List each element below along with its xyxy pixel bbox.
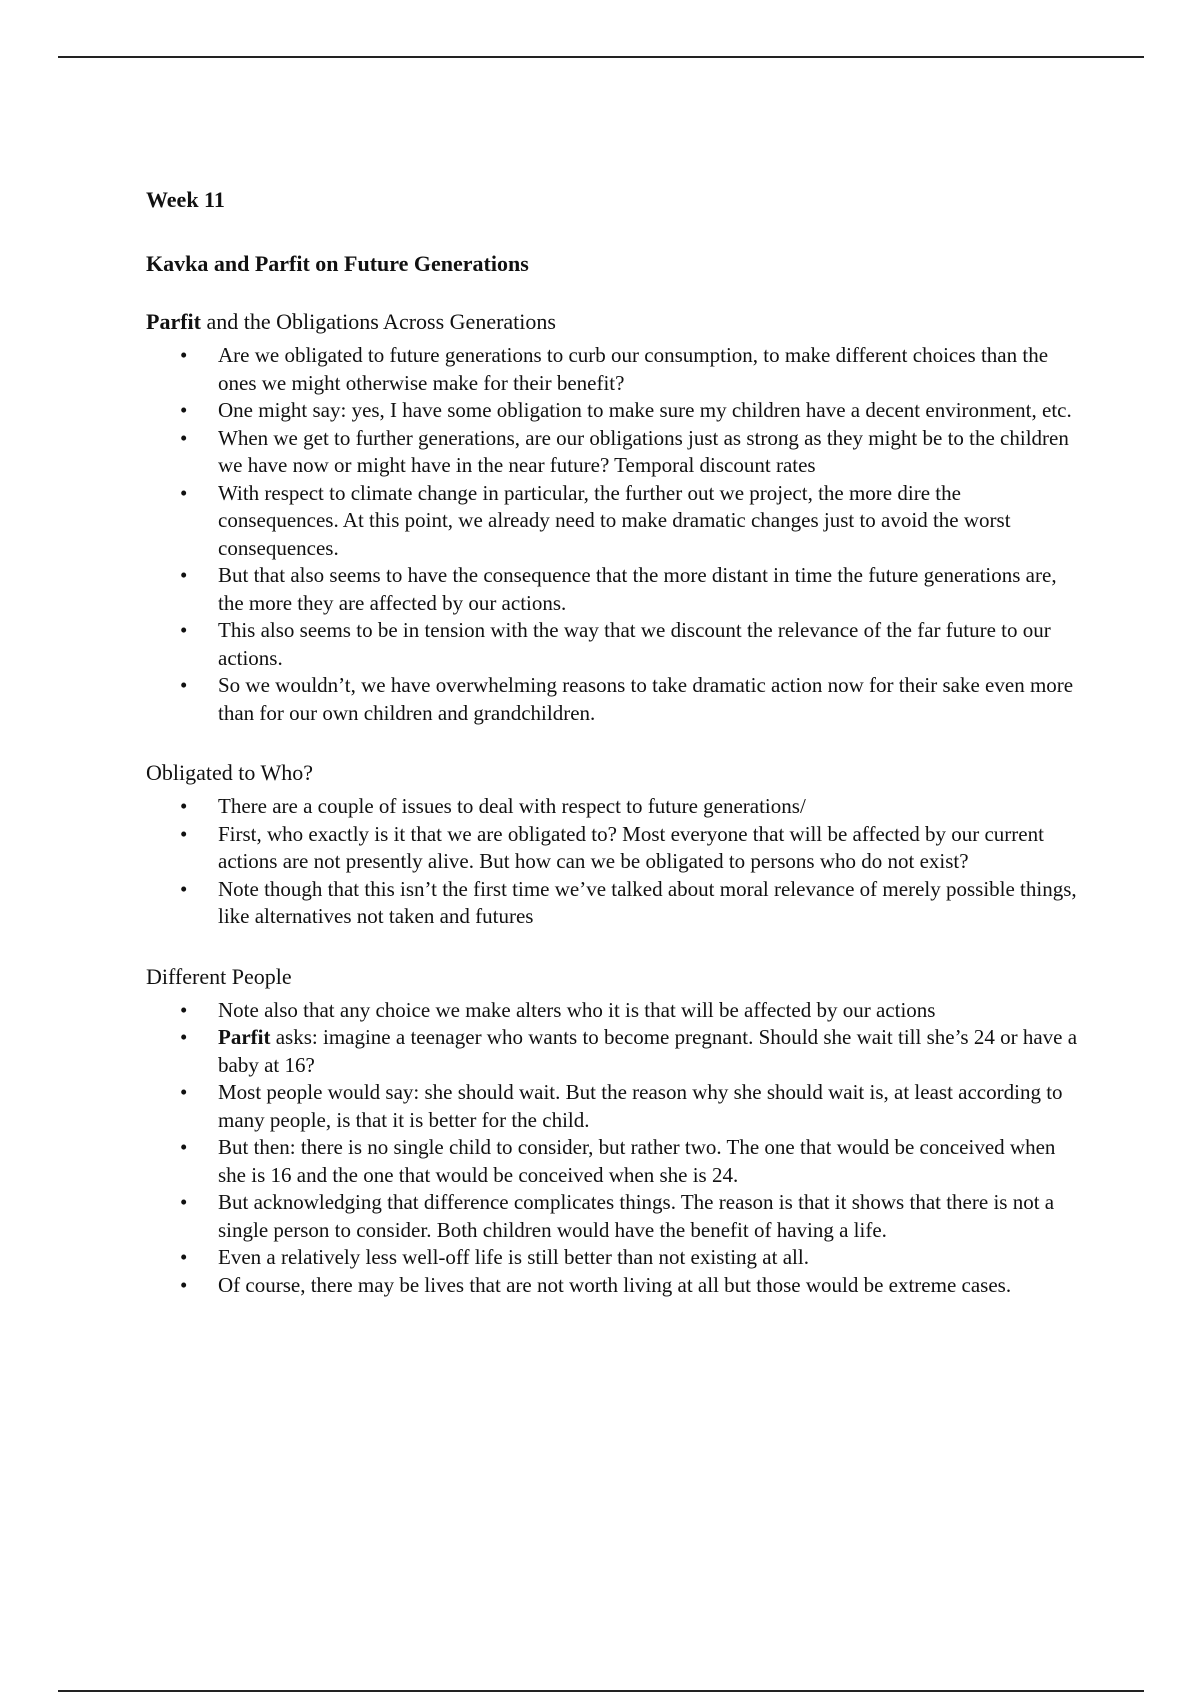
list-item — [146, 1134, 1086, 1189]
list-item — [146, 672, 1086, 727]
list-item — [146, 821, 1086, 876]
section-heading-bold: Parfit — [146, 309, 201, 334]
section-heading-obligations — [146, 308, 1086, 336]
list-item — [146, 876, 1086, 931]
list-item — [146, 1189, 1086, 1244]
list-item — [146, 1272, 1086, 1300]
list-item-text: When we get to further generations, are our obligations just as strong as they might be to the children we have now or might have in the near future? Temporal discount rates — [218, 425, 1069, 477]
list-item-text: But then: there is no single child to consider, but rather two. The one that would be conceived when she is 16 and the one that would be conceived when she is 24. — [218, 1135, 1056, 1187]
list-item-text: Most people would say: she should wait. But the reason why she should wait is, at least according to many people, is that it is better for the child. — [218, 1080, 1063, 1132]
list-item — [146, 480, 1086, 563]
bullet-list-obligated-to-who — [146, 793, 1086, 931]
bullet-icon: • — [180, 794, 188, 818]
list-item-text: asks: imagine a teenager who wants to become pregnant. Should she wait till she’s 24 or have a baby at 16? — [218, 1025, 1078, 1077]
list-item-bold: Parfit — [218, 1025, 271, 1049]
document-body — [146, 186, 1086, 1299]
bullet-icon: • — [180, 1272, 188, 1297]
list-item-text: One might say: yes, I have some obligation to make sure my children have a decent environment, etc. — [218, 398, 1072, 422]
bullet-icon: • — [180, 1025, 188, 1049]
list-item — [146, 617, 1086, 672]
bullet-icon: • — [180, 1190, 188, 1214]
list-item — [146, 1244, 1086, 1272]
list-item — [146, 562, 1086, 617]
list-item — [146, 1024, 1086, 1079]
bullet-list-obligations — [146, 342, 1086, 727]
list-item — [146, 342, 1086, 397]
list-item-text: Are we obligated to future generations to curb our consumption, to make different choices than the ones we might otherwise make for their benefit? — [218, 343, 1049, 395]
section-heading-obligated-to-who: Obligated to Who? — [146, 760, 313, 785]
list-item — [146, 425, 1086, 480]
list-item-text: But acknowledging that difference complicates things. The reason is that it shows that there is not a single person to consider. Both children would have the benefit of having a life. — [218, 1190, 1055, 1242]
bullet-icon: • — [180, 1080, 188, 1104]
bullet-icon: • — [180, 563, 188, 587]
list-item-text: This also seems to be in tension with the way that we discount the relevance of the far future to our actions. — [218, 618, 1051, 670]
list-item-text: Note also that any choice we make alters who it is that will be affected by our actions — [218, 997, 936, 1022]
list-item-text: Even a relatively less well-off life is still better than not existing at all. — [218, 1245, 809, 1269]
top-rule — [58, 56, 1144, 58]
list-item-text: Note though that this isn’t the first time we’ve talked about moral relevance of merely possible things, like alternatives not taken and futures — [218, 876, 1077, 928]
list-item — [146, 793, 1086, 821]
list-item-text: So we wouldn’t, we have overwhelming reasons to take dramatic action now for their sake even more than for our own children and grandchildren. — [218, 673, 1074, 725]
bullet-icon: • — [180, 673, 188, 697]
bullet-icon: • — [180, 618, 188, 642]
list-item-text: There are a couple of issues to deal with respect to future generations/ — [218, 794, 806, 818]
week-label: Week 11 — [146, 187, 225, 212]
list-item-text: Of course, there may be lives that are not worth living at all but those would be extreme cases. — [218, 1272, 1012, 1297]
bullet-icon: • — [180, 1135, 188, 1159]
bullet-list-different-people — [146, 997, 1086, 1300]
list-item — [146, 997, 1086, 1025]
list-item — [146, 397, 1086, 425]
bullet-icon: • — [180, 480, 188, 505]
bullet-icon: • — [180, 398, 188, 422]
list-item — [146, 1079, 1086, 1134]
bullet-icon: • — [180, 1245, 188, 1269]
bottom-rule — [58, 1690, 1144, 1692]
bullet-icon: • — [180, 343, 188, 367]
section-heading-text: and the Obligations Across Generations — [200, 309, 556, 334]
list-item-text: But that also seems to have the consequence that the more distant in time the future generations are, the more they are affected by our actions. — [218, 563, 1057, 615]
bullet-icon: • — [180, 876, 188, 901]
bullet-icon: • — [180, 821, 188, 846]
list-item-text: With respect to climate change in particular, the further out we project, the more dire the consequences. At this point, we already need to make dramatic changes just to avoid the worst consequences. — [218, 480, 1011, 560]
bullet-icon: • — [180, 425, 188, 450]
document-title: Kavka and Parfit on Future Generations — [146, 251, 529, 276]
bullet-icon: • — [180, 997, 188, 1022]
section-heading-different-people: Different People — [146, 963, 292, 989]
list-item-text: First, who exactly is it that we are obligated to? Most everyone that will be affected by our current actions are not presently alive. But how can we be obligated to persons who do not exist? — [218, 821, 1044, 873]
